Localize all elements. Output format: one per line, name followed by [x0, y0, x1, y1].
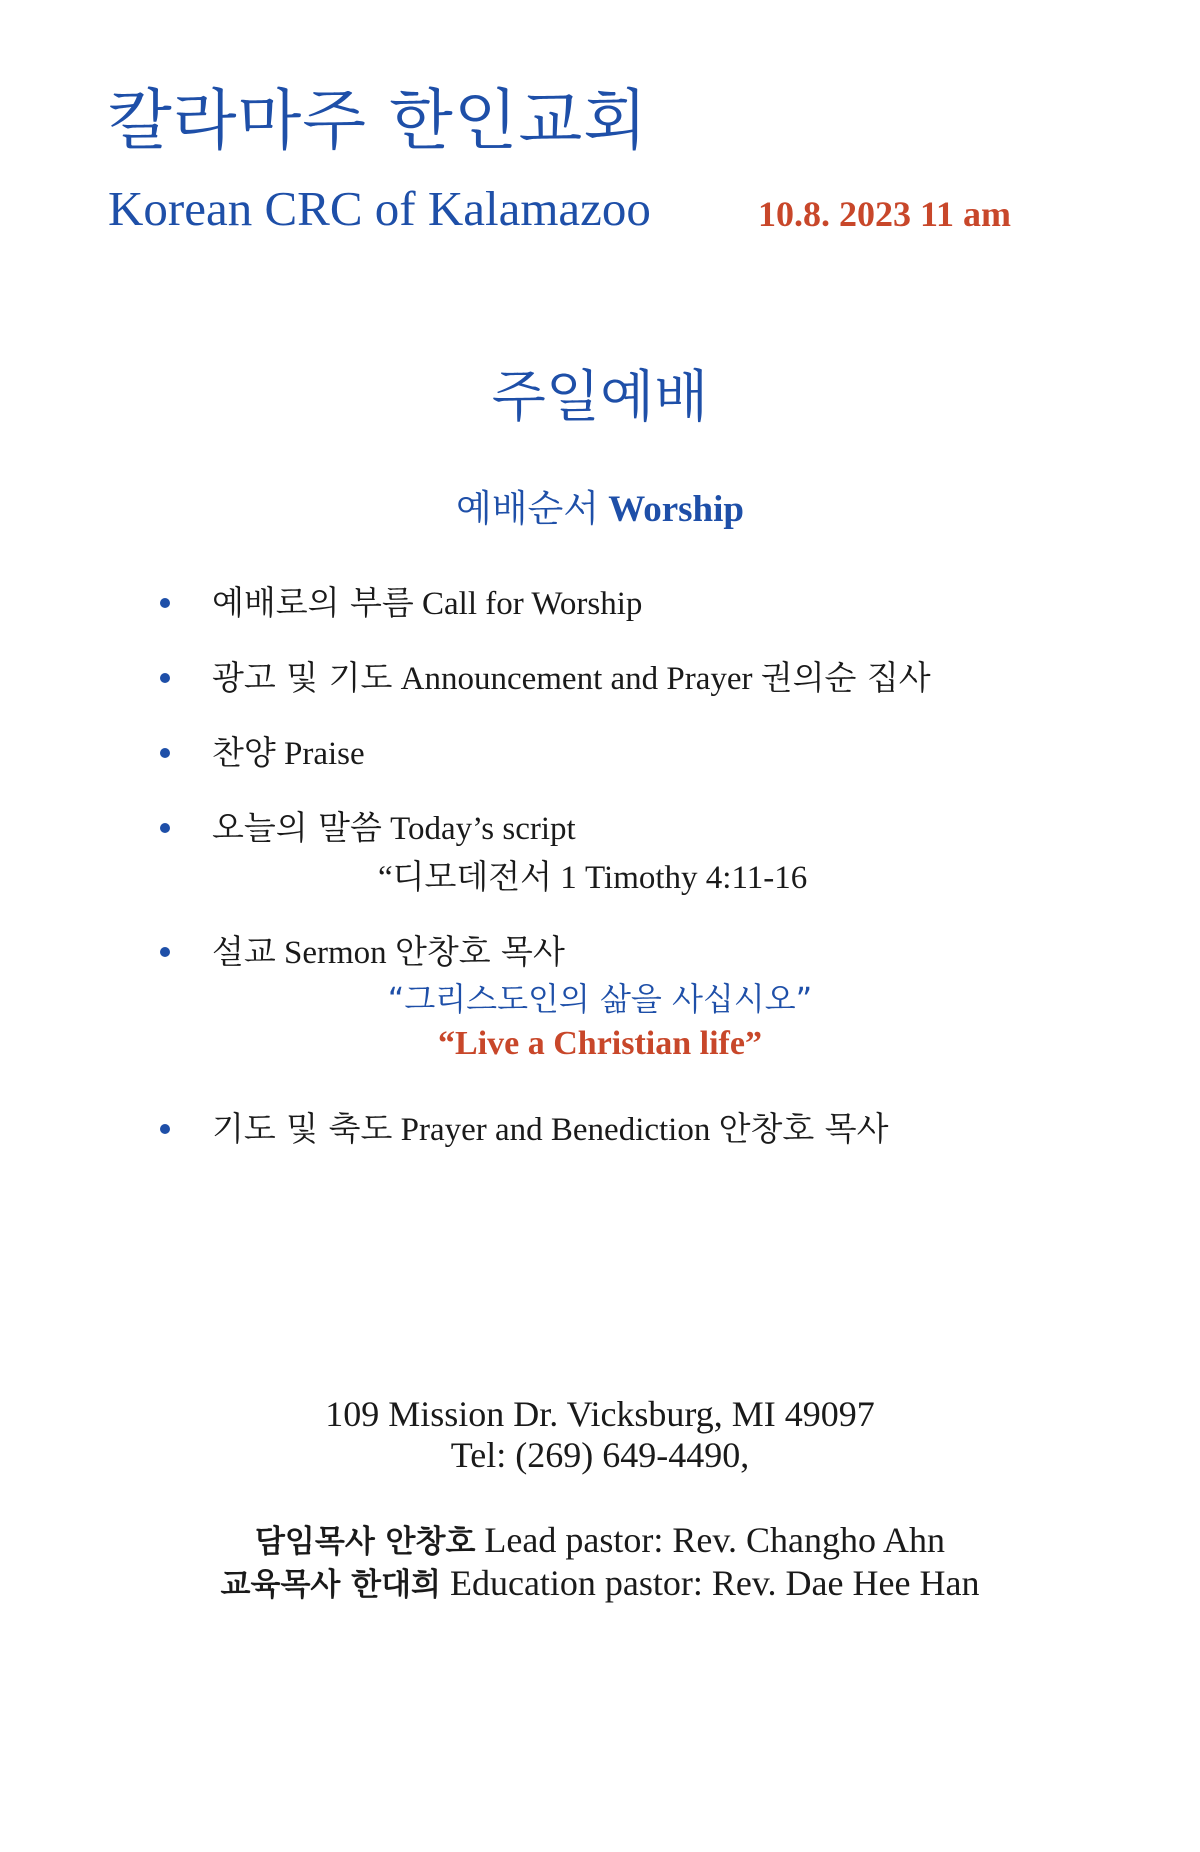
service-date: 10.8. 2023 11 am [758, 194, 1012, 234]
item-en: Call for Worship [422, 586, 643, 622]
order-title-en: Worship [608, 489, 744, 530]
list-item [160, 583, 643, 622]
item-en: Praise [284, 736, 365, 772]
church-korean-name: 칼라마주 한인교회 [108, 82, 649, 159]
bullet-icon [160, 748, 170, 758]
church-english-name: Korean CRC of Kalamazoo [108, 181, 651, 236]
item-suffix: 권의순 집사 [760, 658, 931, 697]
lead-pastor-en: Lead pastor: Rev. Changho Ahn [484, 1520, 945, 1560]
list-item [160, 733, 365, 772]
item-ko: 예배로의 부름 [212, 583, 414, 622]
scripture-open-quote: “ [378, 860, 393, 896]
item-en: Announcement and Prayer [400, 661, 753, 697]
bullet-icon [160, 823, 170, 833]
scripture-ko: 디모데전서 [392, 857, 553, 896]
list-item [160, 808, 576, 847]
item-en: Sermon [284, 935, 387, 971]
scripture-en: 1 Timothy 4:11-16 [560, 860, 808, 896]
item-en: Today’s script [390, 811, 576, 847]
item-ko: 설교 [212, 932, 276, 971]
education-pastor-ko: 교육목사 한대희 [220, 1567, 441, 1603]
item-suffix: 안창호 목사 [718, 1109, 889, 1148]
list-item [160, 932, 565, 971]
item-en: Prayer and Benediction [400, 1112, 711, 1148]
item-ko: 오늘의 말씀 [212, 808, 382, 847]
church-phone: Tel: (269) 649-4490, [450, 1435, 750, 1475]
scripture-reference [378, 857, 808, 896]
item-ko: 찬양 [212, 733, 276, 772]
church-address: 109 Mission Dr. Vicksburg, MI 49097 [325, 1394, 875, 1434]
bullet-icon [160, 598, 170, 608]
lead-pastor-ko: 담임목사 안창호 [254, 1524, 476, 1560]
service-title: 주일예배 [491, 365, 709, 430]
item-ko: 기도 및 축도 [212, 1109, 393, 1148]
bullet-icon [160, 1124, 170, 1134]
order-of-worship-title [0, 487, 1200, 530]
lead-pastor-line [0, 1522, 1200, 1558]
bullet-icon [160, 673, 170, 683]
sermon-title-en: “Live a Christian life” [438, 1025, 762, 1062]
item-suffix: 안창호 목사 [394, 932, 565, 971]
education-pastor-en: Education pastor: Rev. Dae Hee Han [449, 1563, 980, 1603]
order-title-ko: 예배순서 [456, 487, 599, 530]
list-item [160, 658, 931, 697]
list-item [160, 1109, 889, 1148]
sermon-title-ko: “그리스도인의 삶을 사십시오” [387, 980, 813, 1018]
bullet-icon [160, 947, 170, 957]
item-ko: 광고 및 기도 [212, 658, 393, 697]
education-pastor-line [0, 1565, 1200, 1601]
